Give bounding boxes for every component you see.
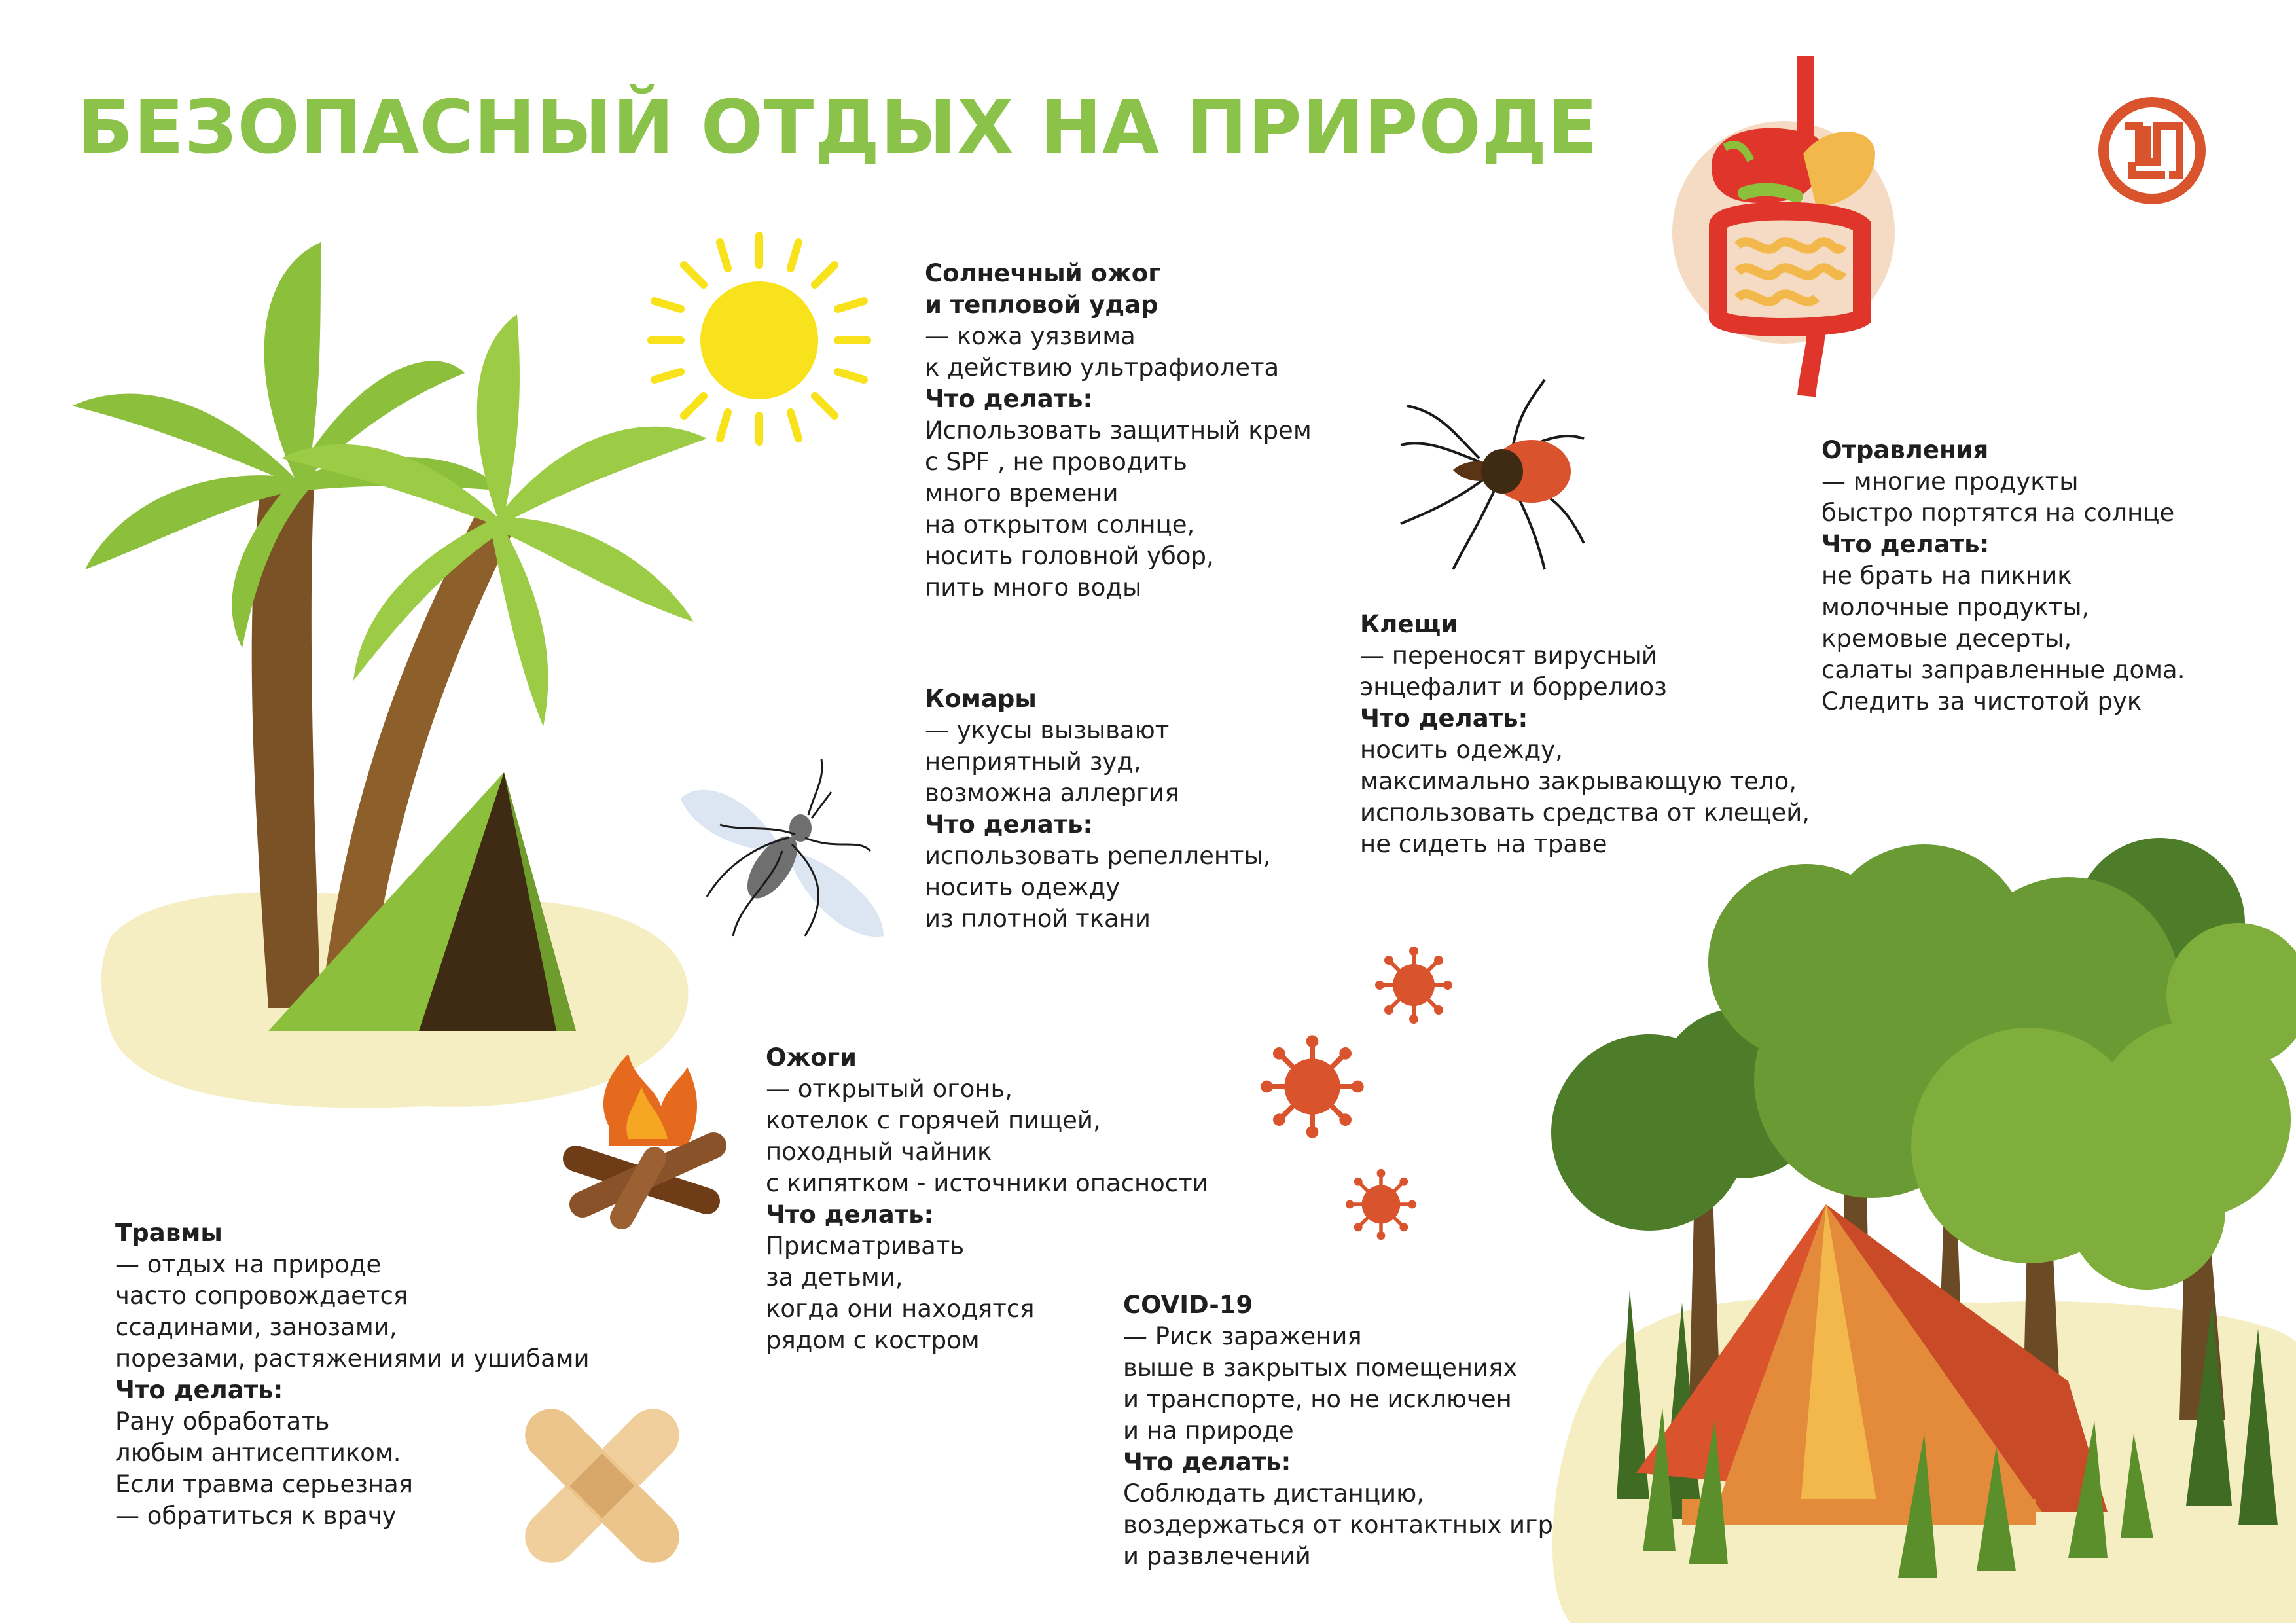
sun-icon: [641, 229, 877, 445]
what-to-do-line: Если травма серьезная: [115, 1470, 414, 1498]
mosquito-icon: [674, 753, 897, 949]
what-to-do-line: Присматривать: [766, 1232, 965, 1260]
what-to-do-line: любым антисептиком.: [115, 1439, 401, 1467]
what-to-do-line: максимально закрывающую тело,: [1360, 767, 1797, 795]
forest-icon: [1532, 844, 2296, 1623]
section-body-line: часто сопровождается: [115, 1282, 408, 1310]
what-to-do-line: на открытом солнце,: [925, 511, 1195, 539]
section-body-line: неприятный зуд,: [925, 748, 1141, 776]
section-heading: Травмы: [115, 1219, 223, 1247]
section-heading: Ожоги: [766, 1043, 857, 1072]
virus-icon: [1374, 946, 1453, 1024]
what-to-do-line: из плотной ткани: [925, 905, 1151, 933]
what-to-do-line: за детьми,: [766, 1263, 903, 1291]
what-to-do-line: Рану обработать: [115, 1407, 330, 1435]
what-to-do-line: молочные продукты,: [1821, 593, 2090, 621]
what-to-do-line: носить головной убор,: [925, 542, 1214, 570]
what-to-do-line: салаты заправленные дома.: [1821, 656, 2185, 684]
what-to-do-line: использовать репелленты,: [925, 842, 1271, 870]
section-covid: [1123, 1290, 1553, 1572]
section-ticks: [1360, 609, 1810, 860]
digestive-system-icon: [1672, 56, 1895, 409]
section-heading: Отравления: [1821, 436, 1989, 464]
section-body-line: возможна аллергия: [925, 779, 1179, 807]
what-to-do-line: носить одежду,: [1360, 736, 1563, 764]
section-heading: и тепловой удар: [925, 291, 1158, 319]
what-to-do-line: не брать на пикник: [1821, 562, 2072, 590]
tick-icon: [1388, 373, 1610, 569]
section-body-line: котелок с горячей пищей,: [766, 1106, 1101, 1134]
what-to-do-line: использовать средства от клещей,: [1360, 799, 1810, 827]
what-to-do-line: Соблюдать дистанцию,: [1123, 1479, 1424, 1507]
what-to-do-line: носить одежду: [925, 873, 1121, 901]
section-body-line: порезами, растяжениями и ушибами: [115, 1344, 590, 1373]
section-heading: COVID-19: [1123, 1291, 1253, 1319]
what-to-do-line: рядом с костром: [766, 1326, 980, 1354]
what-to-do-line: и развлечений: [1123, 1542, 1311, 1570]
logo-icon: [2093, 92, 2211, 209]
virus-icon: [1260, 1034, 1365, 1139]
section-body-line: выше в закрытых помещениях: [1123, 1354, 1518, 1382]
section-body-line: ссадинами, занозами,: [115, 1313, 397, 1341]
what-to-do-line: когда они находятся: [766, 1295, 1035, 1323]
what-to-do-line: Использовать защитный крем: [925, 416, 1312, 444]
what-to-do-line: с SPF , не проводить: [925, 448, 1187, 476]
section-body-line: — открытый огонь,: [766, 1075, 1013, 1103]
section-sunburn: [925, 258, 1312, 604]
section-body-line: к действию ультрафиолета: [925, 353, 1280, 382]
page-title: БЕЗОПАСНЫЙ ОТДЫХ НА ПРИРОДЕ: [77, 85, 1599, 170]
section-body-line: быстро портятся на солнце: [1821, 499, 2175, 527]
section-body-line: — кожа уязвима: [925, 322, 1136, 350]
what-to-do-label: Что делать:: [766, 1200, 934, 1229]
section-body-line: — переносят вирусный: [1360, 641, 1657, 670]
what-to-do-label: Что делать:: [925, 385, 1093, 413]
campfire-icon: [563, 1047, 733, 1224]
what-to-do-label: Что делать:: [1821, 530, 1990, 558]
what-to-do-line: не сидеть на траве: [1360, 830, 1607, 858]
section-heading: Клещи: [1360, 610, 1458, 638]
what-to-do-label: Что делать:: [1360, 704, 1528, 732]
section-body-line: энцефалит и боррелиоз: [1360, 673, 1667, 701]
section-heading: Комары: [925, 685, 1037, 713]
section-body-line: походный чайник: [766, 1138, 992, 1166]
what-to-do-line: кремовые десерты,: [1821, 624, 2072, 653]
section-body-line: — Риск заражения: [1123, 1322, 1362, 1350]
what-to-do-line: пить много воды: [925, 573, 1142, 602]
section-body-line: и на природе: [1123, 1416, 1294, 1445]
tent-icon: [268, 772, 576, 1034]
section-body-line: — отдых на природе: [115, 1250, 382, 1278]
what-to-do-line: — обратиться к врачу: [115, 1502, 397, 1530]
what-to-do-line: много времени: [925, 479, 1119, 507]
section-body-line: — многие продукты: [1821, 467, 2079, 496]
what-to-do-label: Что делать:: [925, 810, 1093, 839]
section-body-line: и транспорте, но не исключен: [1123, 1385, 1512, 1413]
section-injuries: [115, 1218, 590, 1532]
section-mosquitoes: [925, 683, 1271, 935]
what-to-do-line: воздержаться от контактных игр: [1123, 1511, 1553, 1539]
what-to-do-line: Следить за чистотой рук: [1821, 687, 2142, 715]
what-to-do-label: Что делать:: [115, 1376, 283, 1404]
section-body-line: с кипятком - источники опасности: [766, 1169, 1208, 1197]
what-to-do-label: Что делать:: [1123, 1448, 1291, 1476]
section-body-line: — укусы вызывают: [925, 716, 1170, 744]
section-heading: Солнечный ожог: [925, 259, 1161, 287]
virus-icon: [1345, 1168, 1417, 1240]
section-poisoning: [1821, 435, 2185, 717]
